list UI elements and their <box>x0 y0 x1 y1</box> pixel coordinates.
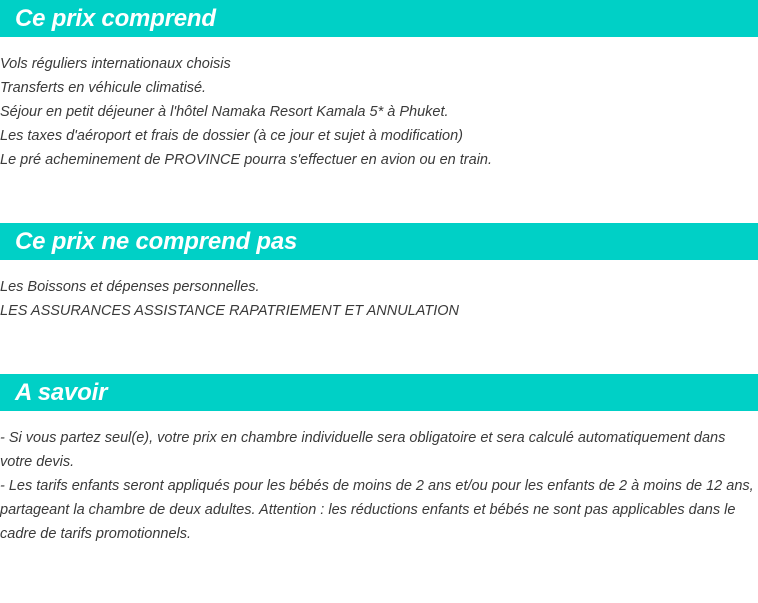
info-paragraph: - Si vous partez seul(e), votre prix en chambre individuelle sera obligatoire et sera calculé automatiquement dans votre devis. <box>0 430 726 470</box>
list-item: Les taxes d'aéroport et frais de dossier (à ce jour et sujet à modification) <box>0 128 463 144</box>
list-item: Le pré acheminement de PROVINCE pourra s'effectuer en avion ou en train. <box>0 152 493 168</box>
section-title: A savoir <box>15 379 108 406</box>
list-item: Transferts en véhicule climatisé. <box>0 80 207 96</box>
section-header-to-know <box>0 374 758 411</box>
list-item: Vols réguliers internationaux choisis <box>0 56 231 72</box>
section-header-not-included <box>0 223 758 260</box>
section-body-not-included <box>0 275 758 323</box>
section-body-to-know <box>0 426 758 546</box>
info-paragraph: - Les tarifs enfants seront appliqués pour les bébés de moins de 2 ans et/ou pour les enfants de 2 à moins de 12 ans, partageant la chambre de deux adultes. Attention : les réductions enfants et bébés ne sont pas applicables dans le cadre de tarifs promotionnels. <box>0 478 754 542</box>
section-title: Ce prix ne comprend pas <box>15 228 298 255</box>
list-item: Séjour en petit déjeuner à l'hôtel Namaka Resort Kamala 5* à Phuket. <box>0 104 449 120</box>
list-item: Les Boissons et dépenses personnelles. <box>0 279 260 295</box>
section-title: Ce prix comprend <box>15 5 216 32</box>
section-body-included <box>0 52 758 172</box>
section-header-included <box>0 0 758 37</box>
list-item: LES ASSURANCES ASSISTANCE RAPATRIEMENT ET ANNULATION <box>0 303 459 319</box>
